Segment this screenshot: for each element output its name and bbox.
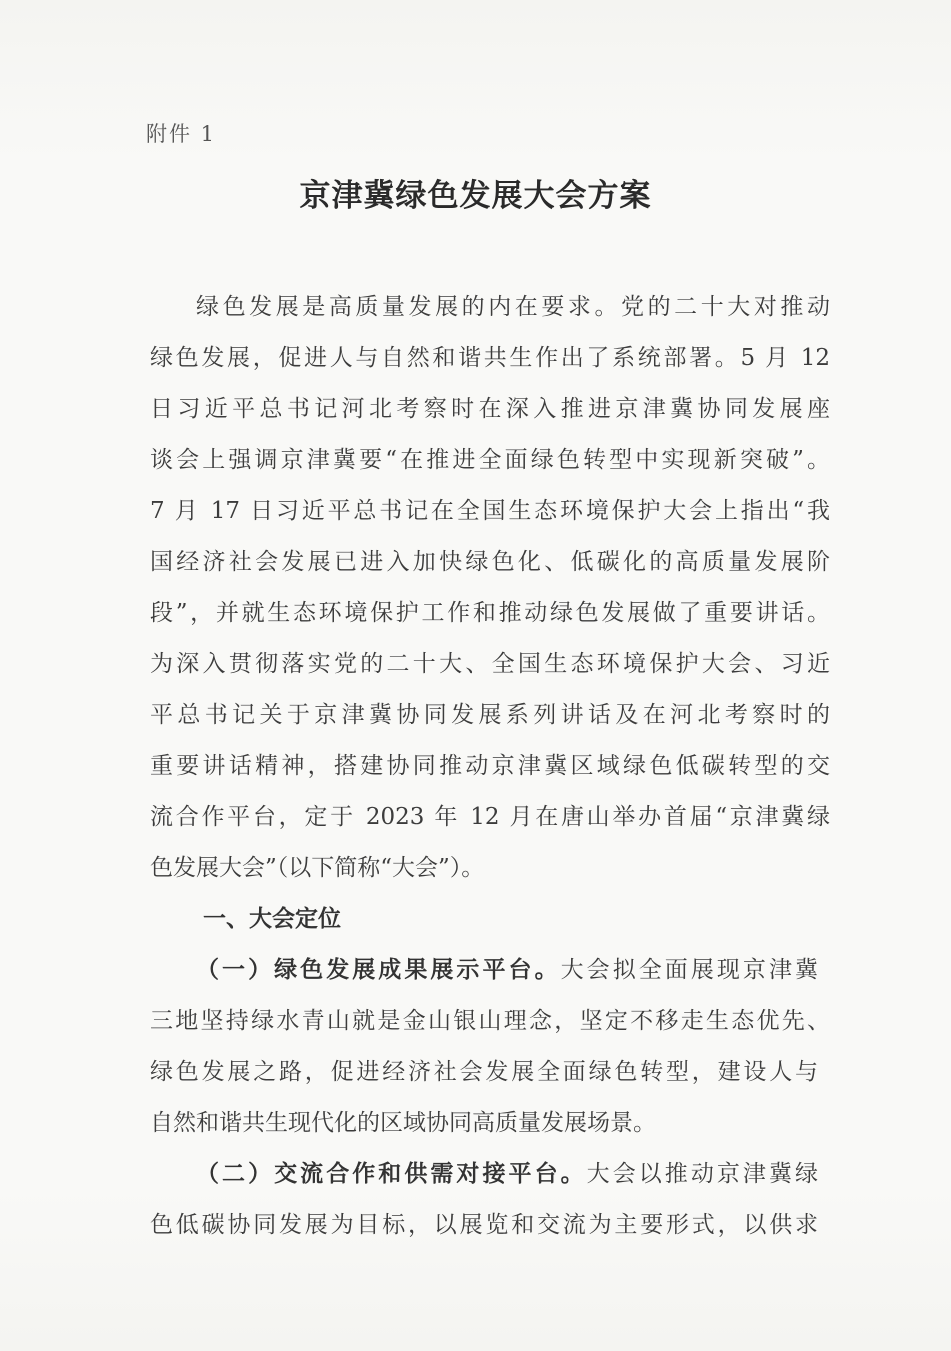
paragraph-line: 绿色发展是高质量发展的内在要求。党的二十大对推动 — [196, 294, 830, 320]
paragraph-line: 国经济社会发展已进入加快绿色化、低碳化的高质量发展阶 — [150, 549, 830, 575]
item-1-title: （一）绿色发展成果展示平台。 — [196, 956, 561, 983]
document-title: 京津冀绿色发展大会方案 — [299, 178, 652, 214]
item-2-title: （二）交流合作和供需对接平台。 — [196, 1160, 587, 1187]
section-heading: 一、大会定位 — [203, 905, 341, 932]
item-2-first-line — [196, 1159, 818, 1189]
paragraph-line: 色低碳协同发展为目标，以展览和交流为主要形式，以供求 — [150, 1212, 818, 1238]
item-2-text: 大会以推动京津冀绿 — [586, 1161, 819, 1187]
paragraph-line: 流合作平台，定于 2023 年 12 月在唐山举办首届“京津冀绿 — [150, 804, 830, 830]
paragraph-line: 段”，并就生态环境保护工作和推动绿色发展做了重要讲话。 — [150, 600, 830, 626]
paragraph-line: 日习近平总书记河北考察时在深入推进京津冀协同发展座 — [150, 396, 830, 422]
attachment-label: 附件 1 — [146, 122, 217, 146]
paragraph-line: 平总书记关于京津冀协同发展系列讲话及在河北考察时的 — [150, 702, 830, 728]
paragraph-line: 绿色发展，促进人与自然和谐共生作出了系统部署。5 月 12 — [150, 345, 830, 371]
item-1-first-line — [196, 955, 818, 985]
paragraph-line: 重要讲话精神，搭建协同推动京津冀区域绿色低碳转型的交 — [150, 753, 830, 779]
item-1-text: 大会拟全面展现京津冀 — [560, 957, 819, 983]
paragraph-line: 7 月 17 日习近平总书记在全国生态环境保护大会上指出“我 — [150, 498, 830, 524]
paragraph-line: 色发展大会”（以下简称“大会”）。 — [150, 855, 485, 881]
paragraph-line: 谈会上强调京津冀要“在推进全面绿色转型中实现新突破”。 — [150, 447, 830, 473]
paragraph-line: 为深入贯彻落实党的二十大、全国生态环境保护大会、习近 — [150, 651, 830, 677]
paragraph-line: 自然和谐共生现代化的区域协同高质量发展场景。 — [150, 1110, 656, 1136]
paragraph-line: 绿色发展之路，促进经济社会发展全面绿色转型，建设人与 — [150, 1059, 818, 1085]
paragraph-line: 三地坚持绿水青山就是金山银山理念，坚定不移走生态优先、 — [150, 1008, 830, 1034]
